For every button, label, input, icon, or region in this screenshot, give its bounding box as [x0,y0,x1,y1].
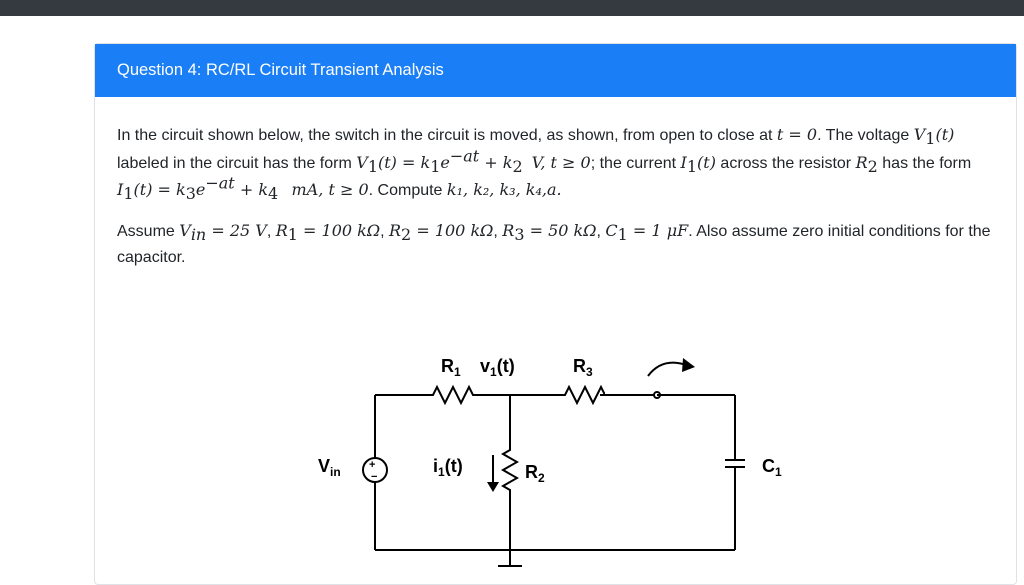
question-body [95,97,1016,272]
label-i1: $i_1(t)$ [433,456,463,479]
label-v1: $v_1(t)$ [480,356,515,379]
label-r3: $R_3$ [573,356,593,379]
question-title: Question 4: RC/RL Circuit Transient Analysis [117,61,444,79]
label-c1: $C_1$ [762,456,782,479]
question-header [95,44,1016,97]
question-paragraph-1: In the circuit shown below, the switch in the circuit is moved, as shown, from open to close at t = 0. The voltage $V_1(t)$ labeled in the circuit has the form $V_1(t) = k_1e^{-at} + k_2$ V, t ≥ 0; the current $I_1(t)$ across the resistor $R_2$ has the form $I_1(t) = k_3e^{-at} + k_4$ mA, t ≥ 0. Compute k₁, k₂, k₃, k₄,a. [117,125,972,204]
svg-text:+: + [369,459,376,471]
label-vin: $V_{in}$ [318,456,341,479]
question-paragraph-2: Assume $V_{in} = 25$ V, $R_1 = 100$ kΩ, $R_2 = 100$ kΩ, $R_3 = 50$ kΩ, $C_1 = 1$ μF. Also assume zero initial conditions for the capacitor. [117,220,991,266]
label-r1: $R_1$ [441,356,461,379]
label-r2: $R_2$ [525,462,545,485]
circuit-diagram [265,310,782,570]
top-bar [0,0,1024,16]
svg-text:−: − [371,471,378,483]
